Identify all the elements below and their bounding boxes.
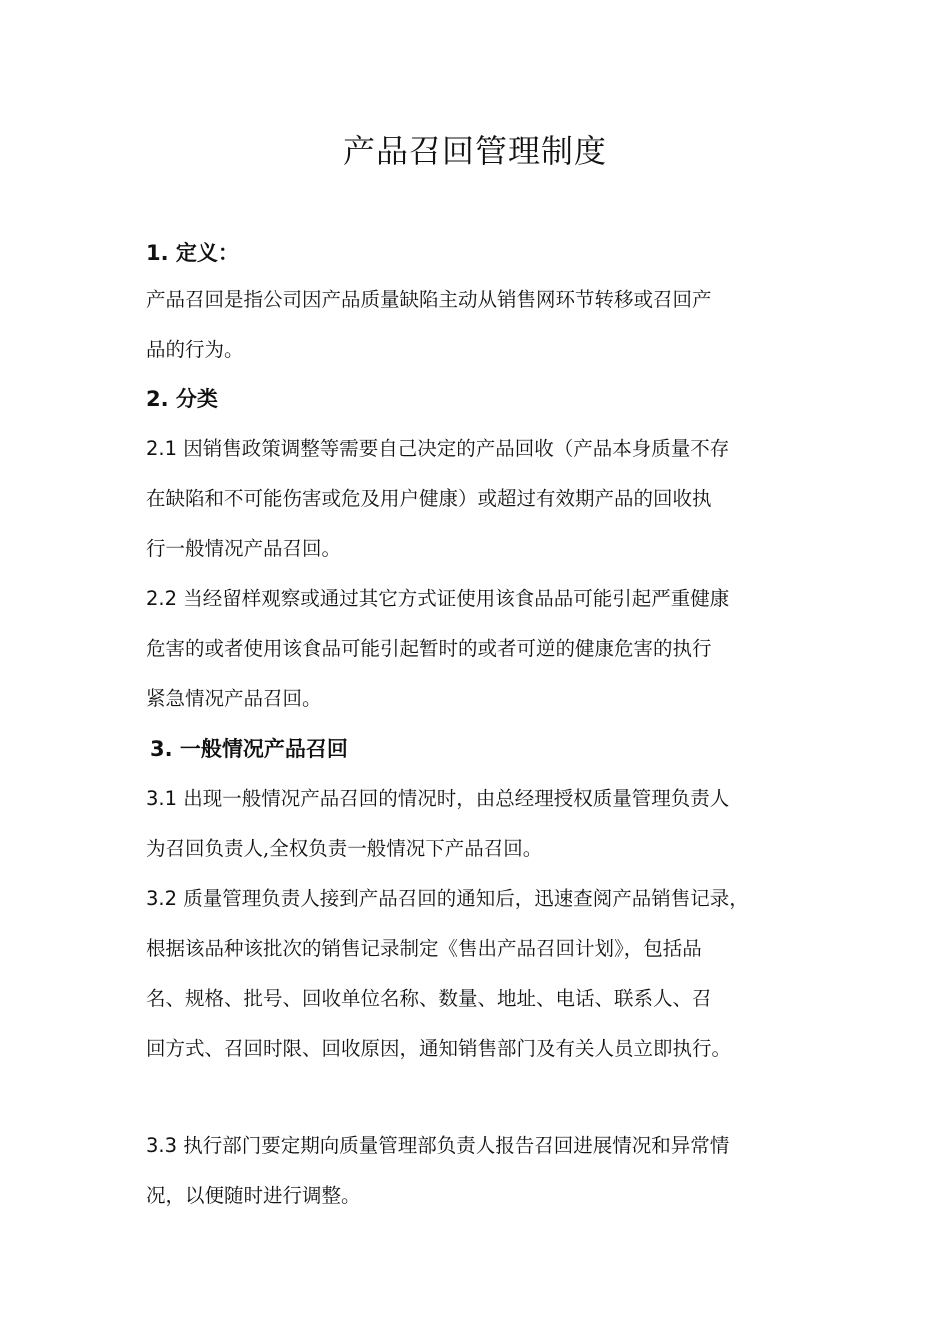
paragraph-line bbox=[146, 774, 836, 824]
paragraph-line: 紧急情况产品召回。 bbox=[146, 687, 322, 710]
clause-number: 2.2 bbox=[146, 587, 178, 610]
paragraph-line: 况，以便随时进行调整。 bbox=[146, 1184, 361, 1207]
paragraph-3-1 bbox=[146, 774, 836, 874]
clause-number: 3.1 bbox=[146, 787, 178, 810]
paragraph-line: 产品召回是指公司因产品质量缺陷主动从销售网环节转移或召回产 bbox=[146, 288, 712, 311]
paragraph-definition bbox=[146, 275, 836, 375]
section-heading-classification: 2. 分类 bbox=[146, 387, 218, 411]
clause-text: 执行部门要定期向质量管理部负责人报告召回进展情况和异常情 bbox=[183, 1134, 730, 1157]
paragraph-3-3 bbox=[146, 1121, 836, 1221]
section-heading-general-recall: 3. 一般情况产品召回 bbox=[150, 737, 348, 761]
paragraph-2-2 bbox=[146, 574, 836, 724]
paragraph-line: 名、规格、批号、回收单位名称、数量、地址、电话、联系人、召 bbox=[146, 987, 712, 1010]
paragraph-3-2 bbox=[146, 874, 836, 1074]
clause-text: 当经留样观察或通过其它方式证使用该食品品可能引起严重健康 bbox=[183, 587, 730, 610]
paragraph-line: 危害的或者使用该食品可能引起暂时的或者可逆的健康危害的执行 bbox=[146, 637, 712, 660]
paragraph-line: 品的行为。 bbox=[146, 338, 244, 361]
paragraph-line bbox=[146, 874, 836, 924]
clause-text: 出现一般情况产品召回的情况时，由总经理授权质量管理负责人 bbox=[183, 787, 730, 810]
document-title: 产品召回管理制度 bbox=[342, 132, 607, 170]
paragraph-line: 在缺陷和不可能伤害或危及用户健康）或超过有效期产品的回收执 bbox=[146, 487, 712, 510]
paragraph-2-1 bbox=[146, 424, 836, 574]
paragraph-line bbox=[146, 574, 836, 624]
clause-number: 3.2 bbox=[146, 887, 178, 910]
paragraph-line: 根据该品种该批次的销售记录制定《售出产品召回计划》，包括品 bbox=[146, 937, 702, 960]
clause-text: 质量管理负责人接到产品召回的通知后，迅速查阅产品销售记录， bbox=[183, 887, 749, 910]
paragraph-line bbox=[146, 1121, 836, 1171]
paragraph-line: 为召回负责人,全权负责一般情况下产品召回。 bbox=[146, 837, 543, 860]
paragraph-line: 回方式、召回时限、回收原因，通知销售部门及有关人员立即执行。 bbox=[146, 1037, 732, 1060]
paragraph-line: 行一般情况产品召回。 bbox=[146, 537, 342, 560]
clause-number: 2.1 bbox=[146, 437, 178, 460]
paragraph-line bbox=[146, 424, 836, 474]
clause-number: 3.3 bbox=[146, 1134, 178, 1157]
section-heading-definition: 1. 定义： bbox=[146, 241, 239, 265]
clause-text: 因销售政策调整等需要自己决定的产品回收（产品本身质量不存 bbox=[183, 437, 730, 460]
